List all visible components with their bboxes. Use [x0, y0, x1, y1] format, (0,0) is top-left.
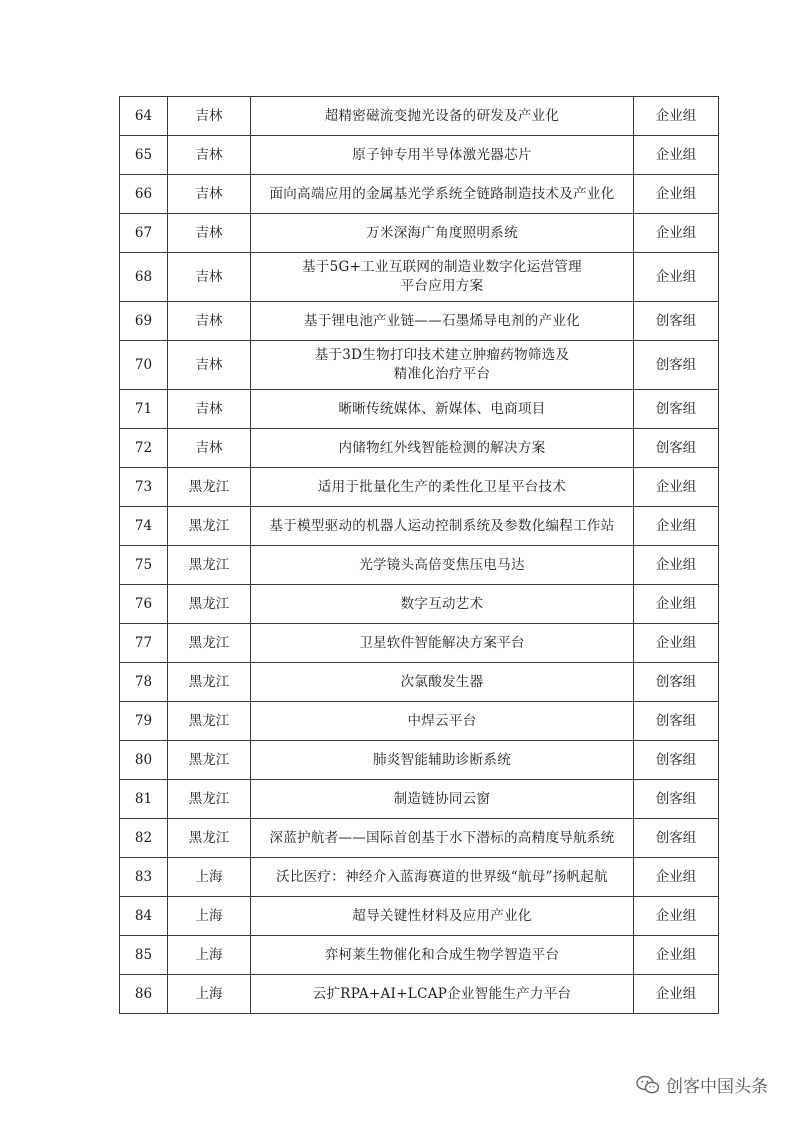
table-row: [120, 858, 719, 897]
row-number-cell: 83: [120, 858, 168, 897]
table-row: [120, 507, 719, 546]
row-number-cell: 86: [120, 975, 168, 1014]
row-region-cell: 黑龙江: [168, 663, 251, 702]
table-row: [120, 585, 719, 624]
row-project-cell: 云扩RPA+AI+LCAP企业智能生产力平台: [251, 975, 634, 1014]
row-group-cell: 企业组: [634, 858, 719, 897]
row-number-cell: 65: [120, 136, 168, 175]
table-row: [120, 341, 719, 390]
row-region-cell: 黑龙江: [168, 702, 251, 741]
row-group-cell: 企业组: [634, 624, 719, 663]
row-region-cell: 黑龙江: [168, 741, 251, 780]
row-project-cell: 光学镜头高倍变焦压电马达: [251, 546, 634, 585]
row-number-cell: 75: [120, 546, 168, 585]
row-region-cell: 上海: [168, 975, 251, 1014]
row-group-cell: 创客组: [634, 663, 719, 702]
row-region-cell: 吉林: [168, 214, 251, 253]
row-region-cell: 上海: [168, 858, 251, 897]
row-project-cell: 内储物红外线智能检测的解决方案: [251, 429, 634, 468]
row-project-cell: 万米深海广角度照明系统: [251, 214, 634, 253]
row-project-cell: 中焊云平台: [251, 702, 634, 741]
row-number-cell: 67: [120, 214, 168, 253]
row-region-cell: 吉林: [168, 341, 251, 390]
row-group-cell: 创客组: [634, 429, 719, 468]
row-group-cell: 创客组: [634, 780, 719, 819]
row-number-cell: 82: [120, 819, 168, 858]
row-group-cell: 企业组: [634, 175, 719, 214]
row-region-cell: 黑龙江: [168, 780, 251, 819]
row-project-cell: 晰晰传统媒体、新媒体、电商项目: [251, 390, 634, 429]
table-row: [120, 468, 719, 507]
row-number-cell: 77: [120, 624, 168, 663]
table-row: [120, 741, 719, 780]
row-project-cell: 超精密磁流变抛光设备的研发及产业化: [251, 97, 634, 136]
row-project-cell: 基于锂电池产业链——石墨烯导电剂的产业化: [251, 302, 634, 341]
row-project-cell: 次氯酸发生器: [251, 663, 634, 702]
row-region-cell: 吉林: [168, 429, 251, 468]
table-row: [120, 975, 719, 1014]
row-group-cell: 企业组: [634, 253, 719, 302]
table-row: [120, 897, 719, 936]
row-group-cell: 企业组: [634, 585, 719, 624]
table-row: [120, 780, 719, 819]
row-project-cell: 超导关键性材料及应用产业化: [251, 897, 634, 936]
row-project-cell: 适用于批量化生产的柔性化卫星平台技术: [251, 468, 634, 507]
row-group-cell: 创客组: [634, 390, 719, 429]
table-row: [120, 546, 719, 585]
row-group-cell: 企业组: [634, 975, 719, 1014]
row-number-cell: 81: [120, 780, 168, 819]
table-row: [120, 175, 719, 214]
row-number-cell: 76: [120, 585, 168, 624]
table-row: [120, 624, 719, 663]
row-region-cell: 上海: [168, 936, 251, 975]
row-group-cell: 创客组: [634, 302, 719, 341]
row-project-cell: 面向高端应用的金属基光学系统全链路制造技术及产业化: [251, 175, 634, 214]
row-region-cell: 吉林: [168, 390, 251, 429]
wechat-icon: [636, 1075, 660, 1095]
row-number-cell: 70: [120, 341, 168, 390]
project-list-table: [119, 96, 719, 1014]
row-group-cell: 企业组: [634, 136, 719, 175]
row-group-cell: 创客组: [634, 819, 719, 858]
row-number-cell: 71: [120, 390, 168, 429]
row-number-cell: 84: [120, 897, 168, 936]
row-project-cell: 数字互动艺术: [251, 585, 634, 624]
row-project-cell: 弈柯莱生物催化和合成生物学智造平台: [251, 936, 634, 975]
table-row: [120, 136, 719, 175]
row-project-cell: 沃比医疗：神经介入蓝海赛道的世界级“航母”扬帆起航: [251, 858, 634, 897]
row-region-cell: 吉林: [168, 175, 251, 214]
row-group-cell: 创客组: [634, 341, 719, 390]
row-region-cell: 黑龙江: [168, 819, 251, 858]
table-row: [120, 663, 719, 702]
row-project-cell: 基于5G+工业互联网的制造业数字化运营管理 平台应用方案: [251, 253, 634, 302]
row-number-cell: 74: [120, 507, 168, 546]
table-row: [120, 302, 719, 341]
row-project-cell: 肺炎智能辅助诊断系统: [251, 741, 634, 780]
row-group-cell: 企业组: [634, 897, 719, 936]
row-project-cell: 基于模型驱动的机器人运动控制系统及参数化编程工作站: [251, 507, 634, 546]
row-group-cell: 企业组: [634, 936, 719, 975]
row-group-cell: 企业组: [634, 507, 719, 546]
table-row: [120, 97, 719, 136]
row-group-cell: 企业组: [634, 546, 719, 585]
row-region-cell: 上海: [168, 897, 251, 936]
table-row: [120, 702, 719, 741]
row-project-cell: 原子钟专用半导体激光器芯片: [251, 136, 634, 175]
row-number-cell: 69: [120, 302, 168, 341]
row-group-cell: 创客组: [634, 741, 719, 780]
row-region-cell: 黑龙江: [168, 507, 251, 546]
row-project-cell: 深蓝护航者——国际首创基于水下潜标的高精度导航系统: [251, 819, 634, 858]
row-region-cell: 黑龙江: [168, 624, 251, 663]
watermark-text: 创客中国头条: [666, 1077, 768, 1097]
row-number-cell: 66: [120, 175, 168, 214]
row-group-cell: 创客组: [634, 702, 719, 741]
row-number-cell: 68: [120, 253, 168, 302]
row-region-cell: 吉林: [168, 136, 251, 175]
table-row: [120, 819, 719, 858]
row-region-cell: 黑龙江: [168, 546, 251, 585]
table-row: [120, 429, 719, 468]
row-number-cell: 73: [120, 468, 168, 507]
row-region-cell: 黑龙江: [168, 585, 251, 624]
table-row: [120, 390, 719, 429]
row-project-cell: 卫星软件智能解决方案平台: [251, 624, 634, 663]
row-number-cell: 85: [120, 936, 168, 975]
row-number-cell: 64: [120, 97, 168, 136]
row-number-cell: 72: [120, 429, 168, 468]
row-number-cell: 80: [120, 741, 168, 780]
row-number-cell: 78: [120, 663, 168, 702]
row-project-cell: 制造链协同云窗: [251, 780, 634, 819]
row-number-cell: 79: [120, 702, 168, 741]
row-region-cell: 吉林: [168, 302, 251, 341]
row-group-cell: 企业组: [634, 214, 719, 253]
row-group-cell: 企业组: [634, 97, 719, 136]
table-body: [120, 97, 719, 1014]
row-group-cell: 企业组: [634, 468, 719, 507]
row-project-cell: 基于3D生物打印技术建立肿瘤药物筛选及 精准化治疗平台: [251, 341, 634, 390]
row-region-cell: 黑龙江: [168, 468, 251, 507]
row-region-cell: 吉林: [168, 97, 251, 136]
table-row: [120, 214, 719, 253]
source-watermark: [636, 1072, 768, 1097]
row-region-cell: 吉林: [168, 253, 251, 302]
table-row: [120, 936, 719, 975]
table-row: [120, 253, 719, 302]
